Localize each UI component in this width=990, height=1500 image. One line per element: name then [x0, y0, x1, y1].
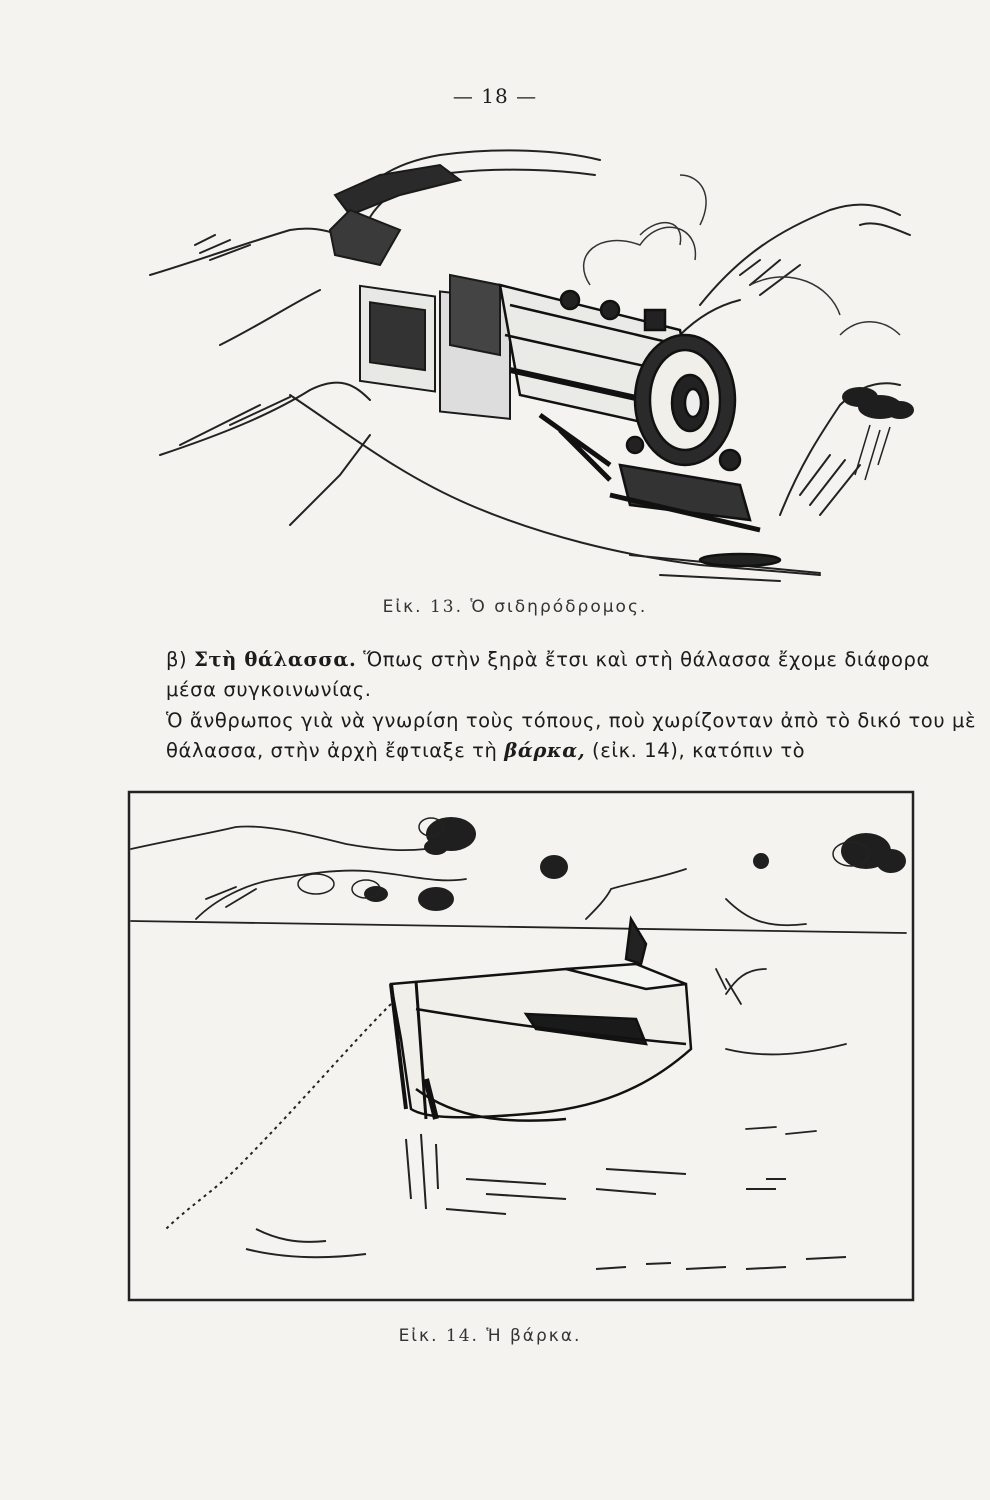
intro-text: Ὅπως στὴν ξηρὰ ἔτσι καὶ στὴ θάλασσα ἔχομε διάφορα μέσα συγκοινωνίας. — [166, 648, 930, 701]
page-number: — 18 — — [452, 84, 538, 108]
figure-13-caption — [20, 597, 990, 617]
figure-14-caption — [0, 1326, 985, 1346]
caption-text: Ἡ βάρκα. — [486, 1326, 582, 1346]
caption-prefix: Εἰκ. — [382, 597, 423, 617]
body-paragraph — [108, 706, 986, 766]
boat-illustration — [126, 789, 916, 1303]
caption-number: 14. — [445, 1326, 479, 1346]
caption-text: Ὁ σιδηρόδρομος. — [470, 597, 648, 617]
caption-prefix: Εἰκ. — [398, 1326, 439, 1346]
emphasized-term: βάρκα, — [504, 739, 586, 762]
paragraph-text: Ὁ ἄνθρωπος γιὰ νὰ γνωρίση τοὺς τόπους, ποὺ χωρίζονταν ἀπὸ τὸ δικό του μὲ θάλασσα, στὴν ἀρχὴ ἔφτιαξε τὴ — [166, 709, 977, 762]
caption-number: 13. — [429, 597, 464, 617]
section-marker: β) — [166, 648, 188, 671]
train-illustration — [140, 135, 930, 585]
section-heading: Στὴ θάλασσα. — [194, 648, 357, 671]
section-intro-paragraph — [108, 645, 986, 705]
paragraph-text-continued: (εἰκ. 14), κατόπιν τὸ — [592, 739, 806, 762]
